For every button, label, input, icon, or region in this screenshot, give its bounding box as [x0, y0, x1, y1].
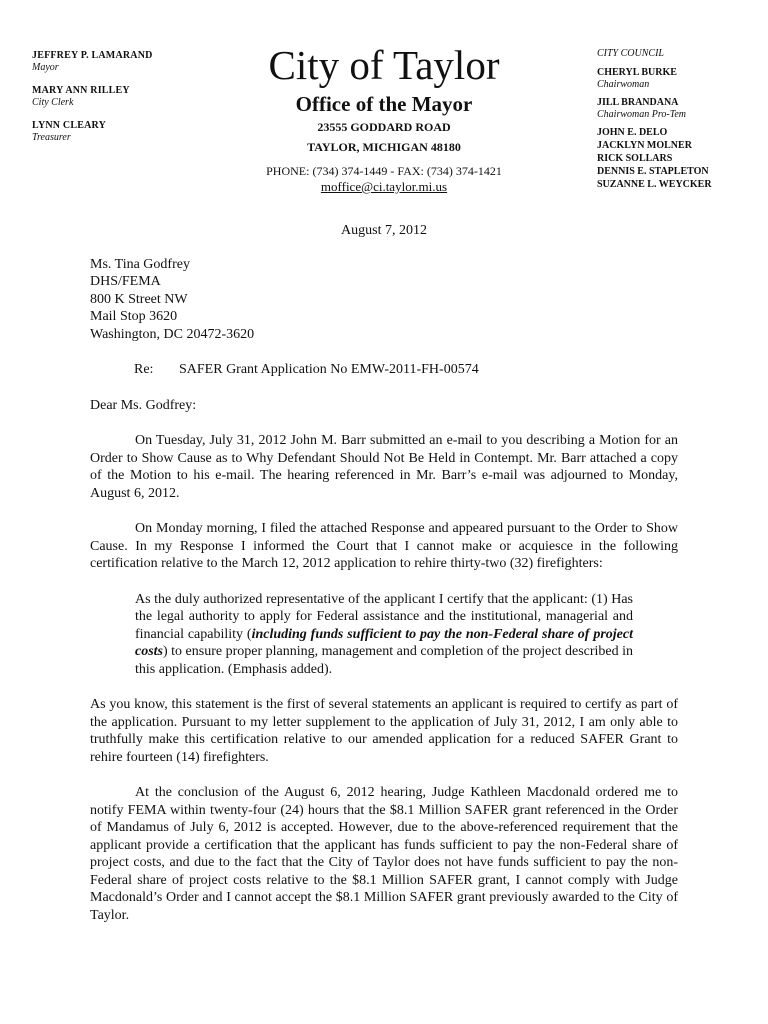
quote-text: ) to ensure proper planning, management and completion of the project described in this application. (Emphasis added).: [135, 644, 634, 677]
council-member-name: RICK SOLLARS: [597, 153, 673, 164]
official-name: LYNN CLEARY: [32, 120, 106, 131]
paragraph-4: At the conclusion of the August 6, 2012 hearing, Judge Kathleen Macdonald ordered me to notify FEMA within twenty-four (24) hours that the $8.1 Million SAFER grant referenced in the Order of Mandamus of July 6, 2012 is accepted. However, due to the above-referenced requirement that the applicant provide a certification that the applicant has funds sufficient to pay the non-Federal share of project costs, and due to the fact that the City of Taylor does not have funds sufficient to pay the non-Federal share of project costs relative to the $8.1 Million SAFER grant, I cannot comply with Judge Macdonald’s Order and I cannot accept the $8.1 Million SAFER grant previously awarded to the City of Taylor.: [90, 785, 678, 923]
council-member-name: JILL BRANDANA: [597, 97, 679, 108]
recipient-line: Mail Stop 3620: [90, 309, 178, 324]
council-member-title: Chairwoman: [597, 79, 650, 90]
certification-quote: [135, 591, 633, 679]
official-clerk: [32, 85, 212, 109]
address-line-2: TAYLOR, MICHIGAN 48180: [307, 140, 461, 154]
council-member-name: JACKLYN MOLNER: [597, 140, 692, 151]
address-line-1: 23555 GODDARD ROAD: [317, 120, 451, 134]
recipient-address: [90, 256, 678, 344]
official-name: JEFFREY P. LAMARAND: [32, 50, 153, 61]
letter-date: August 7, 2012: [341, 223, 427, 238]
official-name: MARY ANN RILLEY: [32, 85, 130, 96]
council-member-name: SUZANNE L. WEYCKER: [597, 179, 712, 190]
quote-text: As the duly authorized representative of the applicant I certify that the applicant: (1) Has the legal authority to apply for Federal assistance and the institutional, managerial and financial capability (: [135, 591, 633, 642]
official-title: Treasurer: [32, 132, 71, 143]
recipient-line: Washington, DC 20472-3620: [90, 326, 255, 342]
re-label: Re:: [134, 362, 154, 377]
council-member-title: Chairwoman Pro-Tem: [597, 109, 686, 120]
council-heading: CITY COUNCIL: [597, 48, 664, 59]
recipient-line: Ms. Tina Godfrey: [90, 256, 190, 272]
official-title: City Clerk: [32, 97, 74, 108]
letterhead: [216, 42, 552, 195]
recipient-line: DHS/FEMA: [90, 274, 161, 289]
official-title: Mayor: [32, 62, 59, 73]
recipient-line: 800 K Street NW: [90, 291, 188, 307]
phone-fax: PHONE: (734) 374-1449 - FAX: (734) 374-1421: [266, 164, 502, 178]
officials-list: [32, 50, 212, 155]
paragraph-1: On Tuesday, July 31, 2012 John M. Barr submitted an e-mail to you describing a Motion for an Order to Show Cause as to Why Defendant Should Not Be Held in Contempt. Mr. Barr attached a copy of the Motion to his e-mail. The hearing referenced in Mr. Barr’s e-mail was adjourned to Monday, August 6, 2012.: [90, 433, 678, 501]
council-member-name: CHERYL BURKE: [597, 67, 677, 78]
official-mayor: [32, 50, 212, 74]
email-link[interactable]: moffice@ci.taylor.mi.us: [320, 179, 448, 194]
city-title: City of Taylor: [268, 42, 500, 88]
council-member-name: DENNIS E. STAPLETON: [597, 166, 709, 177]
official-treasurer: [32, 120, 212, 144]
office-title: Office of the Mayor: [295, 92, 473, 116]
council-member-name: JOHN E. DELO: [597, 127, 668, 138]
city-council-list: [597, 48, 762, 191]
re-text: SAFER Grant Application No EMW-2011-FH-00574: [179, 362, 479, 377]
paragraph-3: As you know, this statement is the first of several statements an applicant is required to certify as part of the application. Pursuant to my letter supplement to the application of July 31, 2012, I am only able to truthfully make this certification relative to our amended application for a reduced SAFER Grant to rehire fourteen (14) firefighters.: [90, 697, 678, 765]
subject-line: [90, 361, 678, 379]
quote-emphasis: including funds sufficient to pay the non-Federal share of project costs: [135, 626, 633, 659]
paragraph-2: On Monday morning, I filed the attached Response and appeared pursuant to the Order to Show Cause. In my Response I informed the Court that I cannot make or acquiesce in the following certification relative to the March 12, 2012 application to rehire thirty-two (32) firefighters:: [90, 521, 678, 571]
salutation: Dear Ms. Godfrey:: [90, 397, 197, 413]
letter-body: [90, 222, 678, 924]
